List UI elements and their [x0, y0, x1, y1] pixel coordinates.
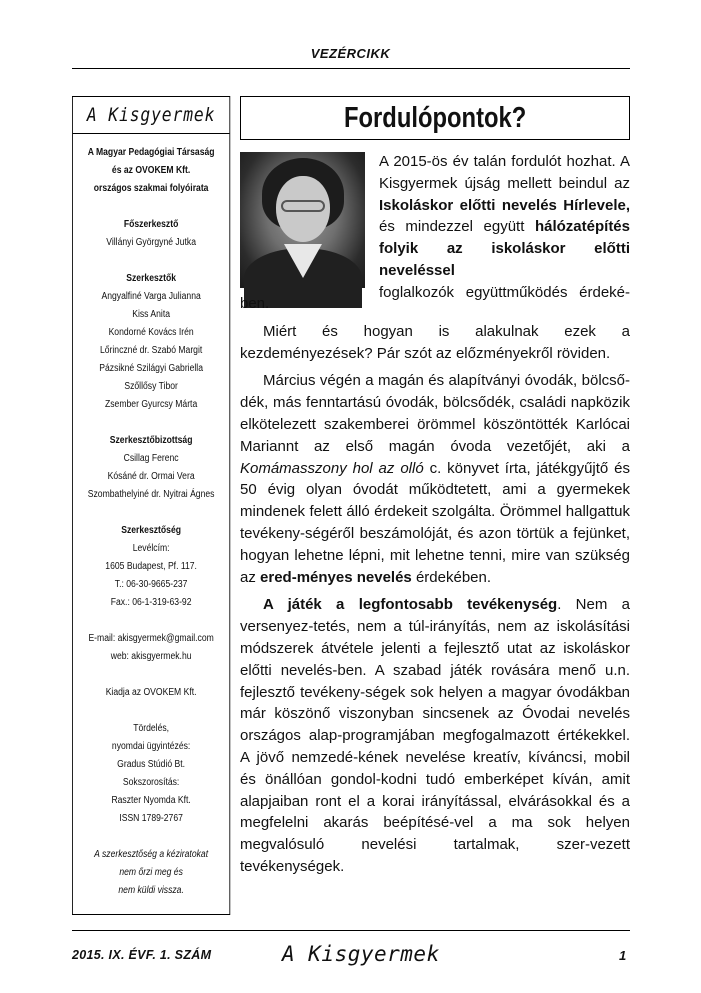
editor-name: Kondorné Kovács Irén [108, 327, 194, 338]
disclaimer-line: nem őrzi meg és [119, 867, 183, 878]
effective-education-phrase: ered-ményes nevelés [260, 568, 412, 586]
editor-name: Szőllősy Tibor [124, 381, 178, 392]
production-line: nyomdai ügyintézés: [111, 741, 191, 752]
disclaimer-line: nem küldi vissza. [118, 885, 184, 896]
intro-line: Kisgyermek újság mellett beindul az [379, 174, 630, 192]
email-line: E-mail: akisgyermek@gmail.com [88, 633, 214, 644]
intro-line [379, 238, 630, 282]
chief-editor-name: Villányi Györgyné Jutka [106, 237, 196, 248]
article-title: Fordulópontok? [343, 102, 527, 134]
issuer-line: Kiadja az OVOKEM Kft. [105, 687, 197, 698]
intro-line [379, 195, 630, 217]
publisher-line: A Magyar Pedagógiai Társaság [87, 147, 215, 158]
footer-brand: A Kisgyermek [282, 942, 440, 966]
editor-name: Kiss Anita [132, 309, 170, 320]
board-heading: Szerkesztőbizottság [109, 435, 193, 446]
board-member: Csillag Ferenc [123, 453, 179, 464]
editor-name: Pázsikné Szilágyi Gabriella [99, 363, 203, 374]
editor-name: Lőrinczné dr. Szabó Margit [99, 345, 203, 356]
play-most-important-phrase: A játék a legfontosabb tevékenység [263, 596, 558, 614]
masthead-box [72, 96, 230, 915]
disclaimer-line: A szerkesztőség a kéziratokat [94, 849, 209, 860]
paragraph-3: Március végén a magán és alapítványi óvodák, bölcső-dék, más fenntartású óvodák, bölcsődék, családi napközik elkötelezett szakemberei örömmel köszöntötték Karlócai Mariannt az első magán óvoda vezetőjét, aki a Komámasszony hol az olló c. könyvet írta, játékgyűjtő és 50 évig olyan óvodát működtetett, ami a gyermekek mindenek felett álló érdekeit szolgálta. Örömmel hallgattuk tevékeny-ségéről beszámolóját, és azon törtük a fejünket, hogyan lehetne lépni, mit lehetne tenni, mire van szükség az ered-ményes nevelés érdekében. [240, 372, 631, 586]
office-heading: Szerkesztőség [121, 525, 181, 536]
chief-editor-heading: Főszerkesztő [123, 219, 179, 230]
page-number: 1 [619, 948, 627, 963]
networking-phrase: hálózatépítés [534, 218, 630, 236]
footer-rule [72, 930, 630, 931]
header-rule [72, 68, 630, 69]
networking-phrase-cont: folyik az iskoláskor előtti neveléssel [379, 240, 630, 279]
publisher-line: országos szakmai folyóirata [93, 183, 209, 194]
article-title-box [240, 96, 630, 140]
article-body [240, 293, 630, 878]
production-line: Sokszorosítás: [122, 777, 180, 788]
paragraph-2: Miért és hogyan is alakulnak ezek a kezdeményezések? Pár szót az előzményekről röviden. [240, 322, 630, 362]
intro-line: foglalkozók együttműködés érdeké- [379, 283, 630, 301]
issue-label: 2015. IX. ÉVF. 1. SZÁM [72, 948, 212, 962]
office-line: Levélcím: [132, 543, 170, 554]
board-member: Szombathelyiné dr. Nyitrai Ágnes [87, 489, 215, 500]
production-line: Tördelés, [133, 723, 170, 734]
author-portrait-photo [240, 152, 365, 288]
production-line: Gradus Stúdió Bt. [117, 759, 186, 770]
production-line: Raszter Nyomda Kft. [111, 795, 191, 806]
paragraph-1-tail: ben. [240, 295, 270, 312]
web-line: web: akisgyermek.hu [110, 651, 192, 662]
publisher-line: és az OVOKEM Kft. [111, 165, 191, 176]
office-line: Fax.: 06-1-319-63-92 [110, 597, 192, 608]
paragraph-4: A játék a legfontosabb tevékenység. Nem a versenyez-tetés, nem a túl-irányítás, nem az iskolásítási módszerek átvétele jelenti a fejlesztő utat az iskoláskor előtti nevelés-ben. A szabad játék rovására menő u.n. fejlesztő tevékeny-ségek sok helyen a magyar óvodákban már köszönő viszonyban sincsenek az Óvodai nevelés országos alap-programjában megfogalmazott értékekkel. A jövő nemzedé-kének nevelése kreatív, kíváncsi, mobil és önállóan gondol-kodni tudó emberképet kíván, amit alapjaiban ront el a korai irányítással, elvárásokkal és a megfelelni akarás beépítésé-vel a ma sok helyen megvalósuló nevelési tartalmak, szer-vezett tevékenységek. [240, 596, 630, 875]
editor-name: Zsember Gyurcsy Márta [105, 399, 198, 410]
book-title: Komámasszony hol az olló [240, 459, 424, 477]
board-member: Kósáné dr. Ormai Vera [107, 471, 195, 482]
production-line: ISSN 1789-2767 [119, 813, 183, 824]
editor-name: Angyalfiné Varga Julianna [101, 291, 201, 302]
intro-line: és mindezzel együtt hálózatépítés [379, 218, 630, 236]
office-line: 1605 Budapest, Pf. 117. [105, 561, 197, 572]
office-line: T.: 06-30-9665-237 [114, 579, 188, 590]
intro-wrap-text [379, 151, 630, 304]
newsletter-name: Iskoláskor előtti nevelés Hírlevele, [379, 196, 630, 214]
editors-heading: Szerkesztők [126, 273, 176, 284]
section-header: VEZÉRCIKK [310, 46, 391, 61]
masthead-brand: A Kisgyermek [73, 97, 230, 134]
intro-line: A 2015-ös év talán fordulót hozhat. A [379, 153, 630, 170]
